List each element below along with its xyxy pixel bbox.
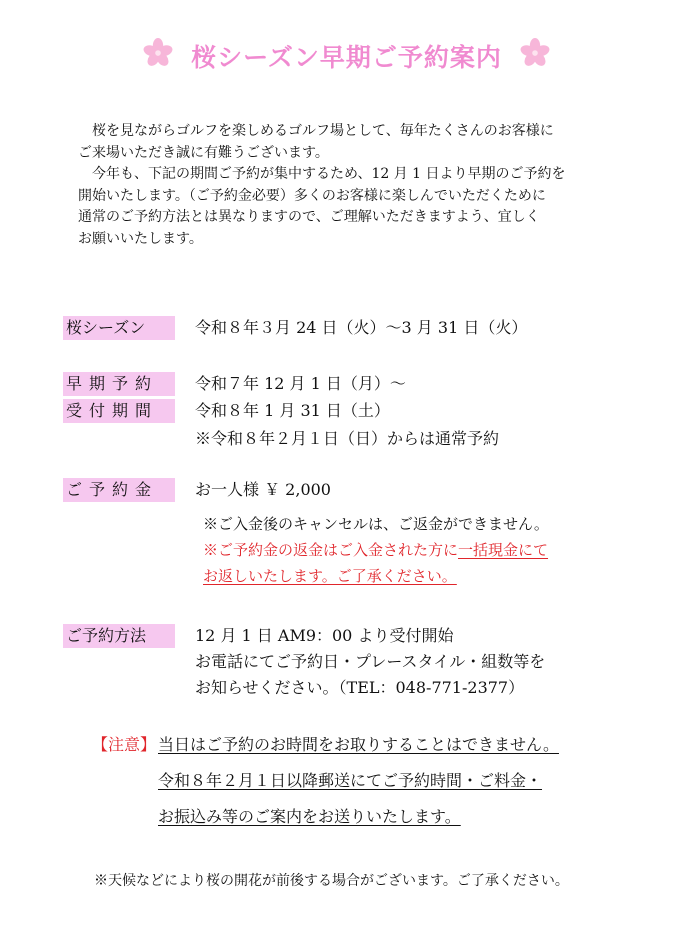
page-title-row	[0, 38, 693, 74]
footer-note: ※天候などにより桜の開花が前後する場合がございます。ご了承ください。	[94, 873, 569, 889]
caution-line-1: 当日はご予約のお時間をお取りすることはできません。	[158, 735, 559, 754]
season-label: 桜シーズン	[63, 316, 175, 340]
sakura-flower-icon	[520, 38, 550, 68]
intro-line: お願いいたします。	[78, 230, 203, 247]
caution-line-3: お振込み等のご案内をお送りいたします。	[158, 807, 461, 826]
deposit-cancel-note: ※ご入金後のキャンセルは、ご返金ができません。	[203, 515, 549, 533]
early-label-2: 受付期間	[63, 399, 175, 423]
method-start: 12 月 1 日 AM9：00 より受付開始	[195, 626, 454, 645]
deposit-refund-note	[203, 538, 548, 562]
intro-line: 桜を見ながらゴルフを楽しめるゴルフ場として、毎年たくさんのお客様に	[78, 123, 554, 139]
page-title: 桜シーズン早期ご予約案内	[191, 43, 502, 72]
sakura-flower-icon	[143, 38, 173, 68]
intro-line: ご来場いただき誠に有難うございます。	[78, 144, 329, 161]
early-period-note: ※令和８年２月１日（日）からは通常予約	[195, 429, 500, 448]
intro-line: 今年も、下記の期間ご予約が集中するため、12 月 1 日より早期のご予約を	[78, 166, 566, 182]
deposit-refund-note-a: ※ご予約金の返金はご入金された方に	[203, 541, 459, 559]
intro-paragraph	[78, 121, 638, 250]
deposit-refund-note-c: お返しいたします。ご了承ください。	[203, 567, 457, 585]
method-label: ご予約方法	[63, 624, 175, 648]
caution-tag: 【注意】	[92, 735, 157, 754]
early-label-1: 早期予約	[63, 372, 175, 396]
season-value: 令和８年３月 24 日（火）～3 月 31 日（火）	[195, 318, 528, 337]
early-period-end: 令和８年 1 月 31 日（土）	[195, 401, 390, 420]
intro-line: 通常のご予約方法とは異なりますので、ご理解いただきますよう、宜しく	[78, 209, 540, 225]
method-phone-instructions: お電話にてご予約日・プレースタイル・組数等を	[195, 652, 546, 671]
caution-line-2: 令和８年２月１日以降郵送にてご予約時間・ご料金・	[158, 771, 543, 790]
method-phone-number: お知らせください。（TEL：048-771-2377）	[195, 678, 525, 697]
deposit-refund-note-b: 一括現金にて	[458, 541, 549, 559]
intro-line: 開始いたします。（ご予約金必要）多くのお客様に楽しんでいただくために	[78, 187, 546, 204]
early-period-start: 令和７年 12 月 1 日（月）～	[195, 374, 406, 393]
deposit-value: お一人様 ￥ 2,000	[195, 480, 331, 499]
deposit-label: ご予約金	[63, 478, 175, 502]
